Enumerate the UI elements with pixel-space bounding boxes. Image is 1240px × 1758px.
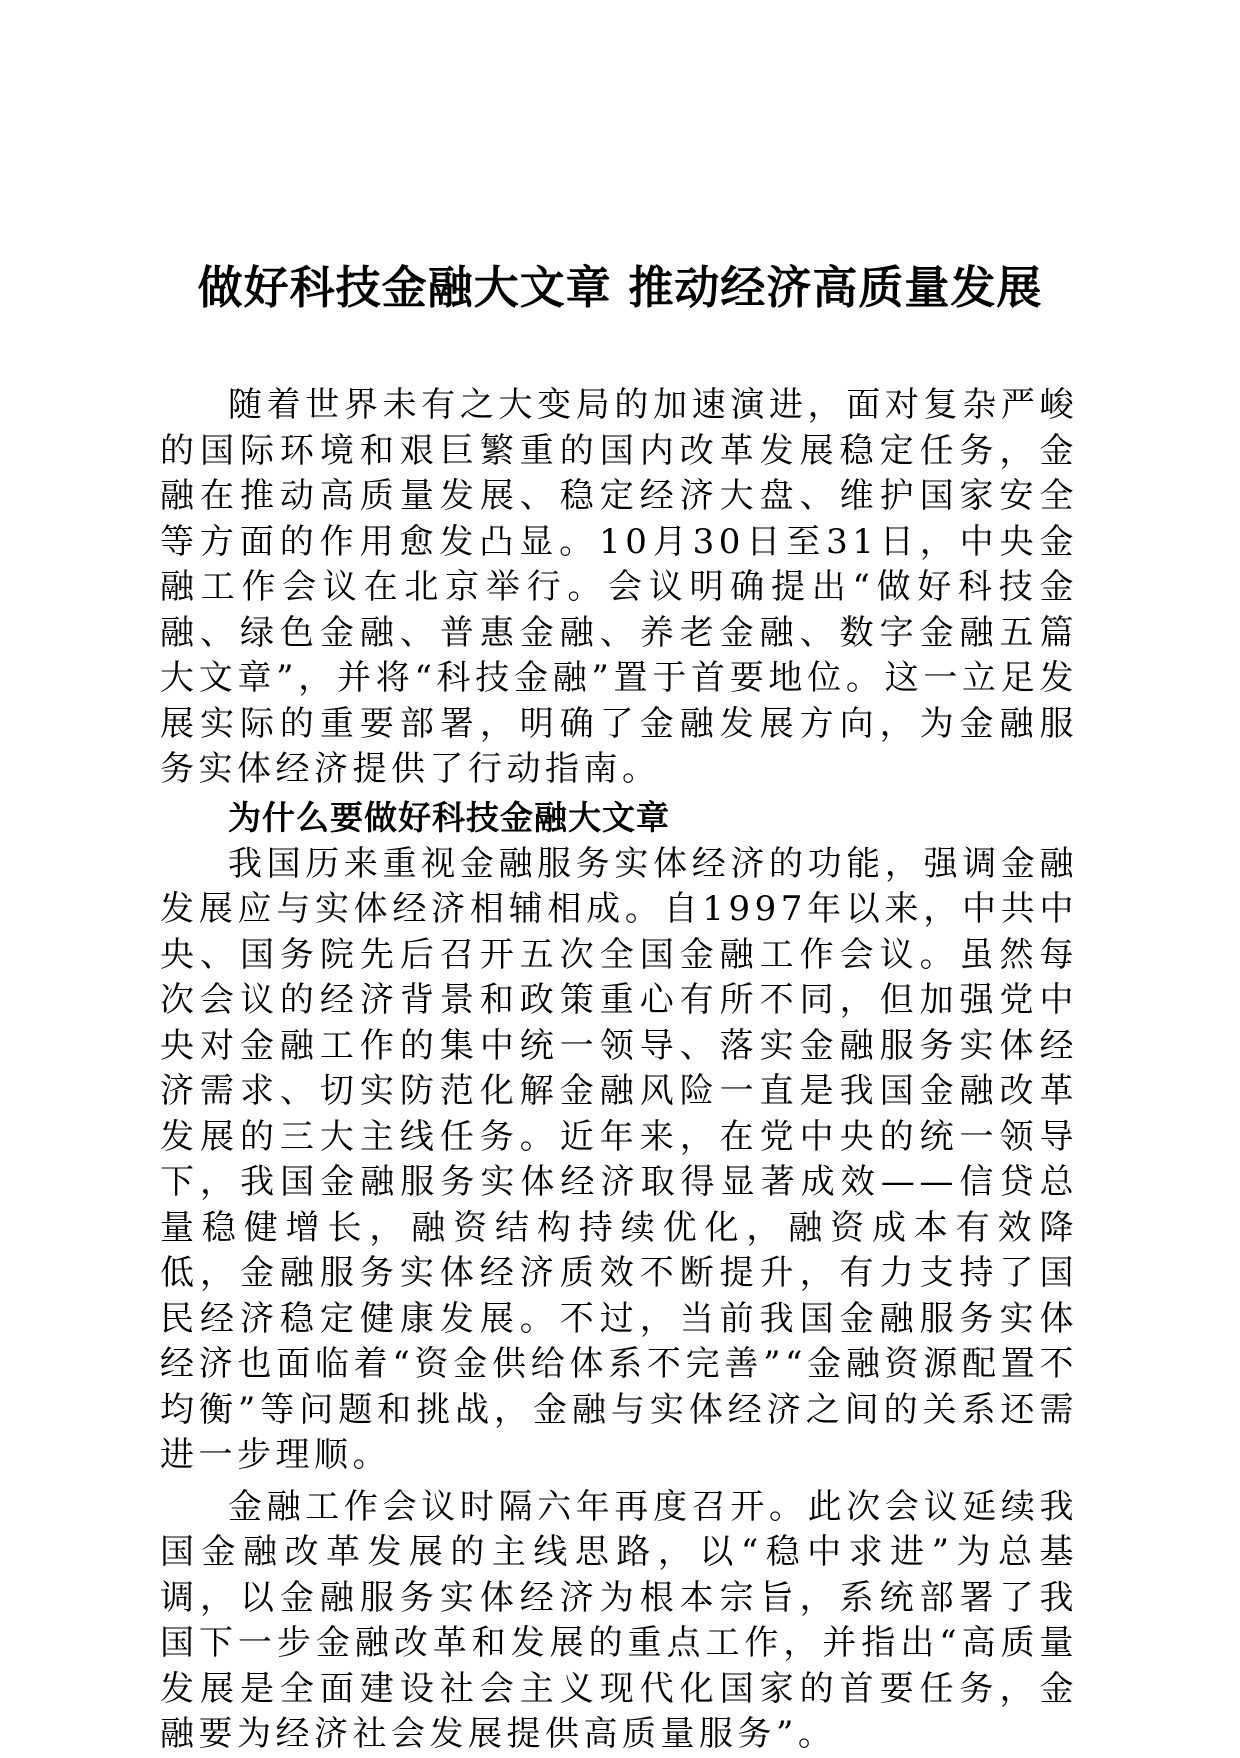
paragraph-intro: 随着世界未有之大变局的加速演进，面对复杂严峻的国际环境和艰巨繁重的国内改革发展稳定任务，金融在推动高质量发展、稳定经济大盘、维护国家安全等方面的作用愈发凸显。10月30日至31日，中央金融工作会议在北京举行。会议明确提出“做好科技金融、绿色金融、普惠金融、养老金融、数字金融五篇大文章”，并将“科技金融”置于首要地位。这一立足发展实际的重要部署，明确了金融发展方向，为金融服务实体经济提供了行动指南。: [160, 385, 1078, 789]
document-title: 做好科技金融大文章 推动经济高质量发展: [197, 261, 1043, 314]
section-heading: 为什么要做好科技金融大文章: [228, 797, 670, 837]
paragraph-meeting: 金融工作会议时隔六年再度召开。此次会议延续我国金融改革发展的主线思路，以“稳中求进”为总基调，以金融服务实体经济为根本宗旨，系统部署了我国下一步金融改革和发展的重点工作，并指出“高质量发展是全面建设社会主义现代化国家的首要任务，金融要为经济社会发展提供高质量服务”。: [160, 1486, 1078, 1754]
paragraph-background: 我国历来重视金融服务实体经济的功能，强调金融发展应与实体经济相辅相成。自1997年以来，中共中央、国务院先后召开五次全国金融工作会议。虽然每次会议的经济背景和政策重心有所不同，但加强党中央对金融工作的集中统一领导、落实金融服务实体经济需求、切实防范化解金融风险一直是我国金融改革发展的三大主线任务。近年来，在党中央的统一领导下，我国金融服务实体经济取得显著成效——信贷总量稳健增长，融资结构持续优化，融资成本有效降低，金融服务实体经济质效不断提升，有力支持了国民经济稳定健康发展。不过，当前我国金融服务实体经济也面临着“资金供给体系不完善”“金融资源配置不均衡”等问题和挑战，金融与实体经济之间的关系还需进一步理顺。: [160, 843, 1078, 1475]
document-body: [160, 383, 1078, 1758]
